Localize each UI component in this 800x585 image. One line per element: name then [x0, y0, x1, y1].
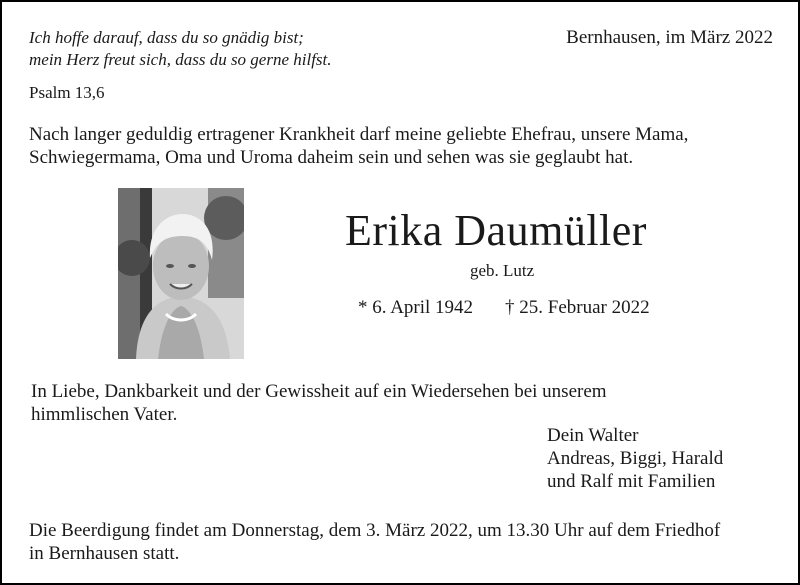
- family-line: Andreas, Biggi, Harald: [547, 448, 724, 469]
- maiden-name: geb. Lutz: [470, 261, 535, 280]
- funeral-line: Die Beerdigung findet am Donnerstag, dem 3. März 2022, um 13.30 Uhr auf dem Friedhof: [29, 520, 721, 541]
- birth-date: * 6. April 1942: [358, 297, 474, 318]
- death-date: † 25. Februar 2022: [505, 297, 650, 318]
- portrait-photo: [118, 188, 244, 359]
- intro-line: Nach langer geduldig ertragener Krankheit darf meine geliebte Ehefrau, unsere Mama,: [29, 124, 689, 145]
- verse-line: mein Herz freut sich, dass du so gerne hilfst.: [29, 50, 332, 69]
- bible-verse: [29, 27, 332, 71]
- family-signature: [547, 424, 723, 493]
- verse-reference: Psalm 13,6: [29, 83, 105, 102]
- family-line: Dein Walter: [547, 425, 639, 446]
- intro-text: [29, 123, 688, 169]
- intro-line: Schwiegermama, Oma und Uroma daheim sein und sehen was sie geglaubt hat.: [29, 147, 634, 168]
- place-date: Bernhausen, im März 2022: [566, 27, 773, 48]
- closing-line: himmlischen Vater.: [31, 404, 178, 425]
- funeral-info: [29, 519, 720, 565]
- family-line: und Ralf mit Familien: [547, 471, 716, 492]
- closing-line: In Liebe, Dankbarkeit und der Gewissheit auf ein Wiedersehen bei unserem: [31, 381, 607, 402]
- funeral-line: in Bernhausen statt.: [29, 543, 180, 564]
- closing-text: [31, 380, 607, 426]
- verse-line: Ich hoffe darauf, dass du so gnädig bist;: [29, 28, 304, 47]
- deceased-name: Erika Daumüller: [345, 206, 647, 255]
